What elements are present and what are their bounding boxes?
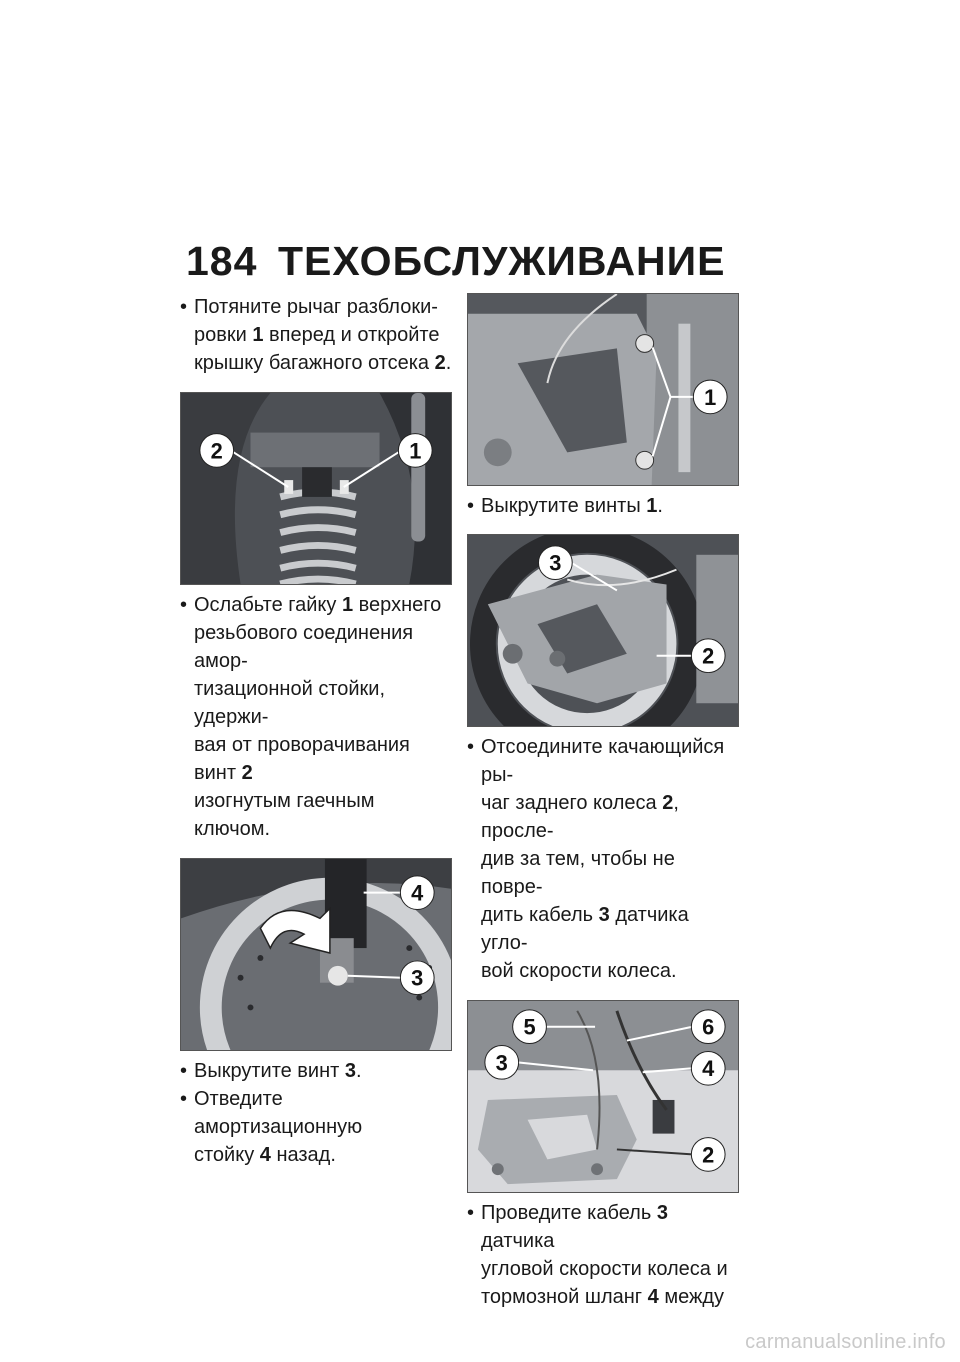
bullet-dot-icon: • (180, 1060, 188, 1082)
step-item: • Выкрутите винты 1. (467, 492, 739, 520)
right-column (467, 293, 739, 1311)
bullet-dot-icon: • (180, 1088, 188, 1110)
figure-shock-absorber-bottom (180, 858, 452, 1051)
svg-text:4: 4 (411, 880, 424, 906)
bullet-dot-icon: • (180, 296, 188, 318)
chapter-title: ТЕХОБСЛУЖИВАНИЕ (278, 238, 726, 284)
svg-text:1: 1 (704, 384, 717, 410)
bullet-dot-icon: • (180, 594, 188, 616)
step-item: • Отсоедините качающийся ры- чаг заднего колеса 2, просле- див за тем, чтобы не повре- дить кабель 3 датчика угло- вой скорости колеса. (467, 733, 739, 985)
svg-text:2: 2 (210, 438, 223, 464)
figure-shock-absorber-top (180, 392, 452, 585)
left-column (180, 293, 452, 1169)
bullet-dot-icon: • (467, 495, 475, 517)
figure-swingarm-removal (467, 534, 739, 727)
step-item: • Отведите амортизационную стойку 4 назад. (180, 1085, 452, 1169)
svg-text:2: 2 (702, 1142, 715, 1168)
svg-text:3: 3 (549, 550, 562, 576)
svg-text:3: 3 (495, 1050, 508, 1076)
step-item: • Проведите кабель 3 датчика угловой скорости колеса и тормозной шланг 4 между (467, 1199, 739, 1311)
bullet-dot-icon: • (467, 736, 475, 758)
svg-text:4: 4 (702, 1056, 715, 1082)
figure-swingarm-bolts (467, 293, 739, 486)
watermark-link[interactable]: carmanualsonline.info (745, 1331, 946, 1353)
step-item: • Выкрутите винт 3. (180, 1057, 452, 1085)
svg-text:6: 6 (702, 1014, 715, 1040)
svg-text:5: 5 (523, 1014, 536, 1040)
page-number: 184 (186, 238, 258, 284)
svg-text:1: 1 (409, 438, 422, 464)
step-item: • Ослабьте гайку 1 верхнего резьбового соединения амор- тизационной стойки, удержи- вая от проворачивания винт 2 изогнутым гаечным ключом. (180, 591, 452, 843)
step-item: • Потяните рычаг разблоки- ровки 1 вперед и откройте крышку багажного отсека 2. (180, 293, 452, 377)
svg-text:3: 3 (411, 965, 424, 991)
bullet-dot-icon: • (467, 1202, 475, 1224)
svg-text:2: 2 (702, 643, 715, 669)
figure-cable-routing (467, 1000, 739, 1193)
